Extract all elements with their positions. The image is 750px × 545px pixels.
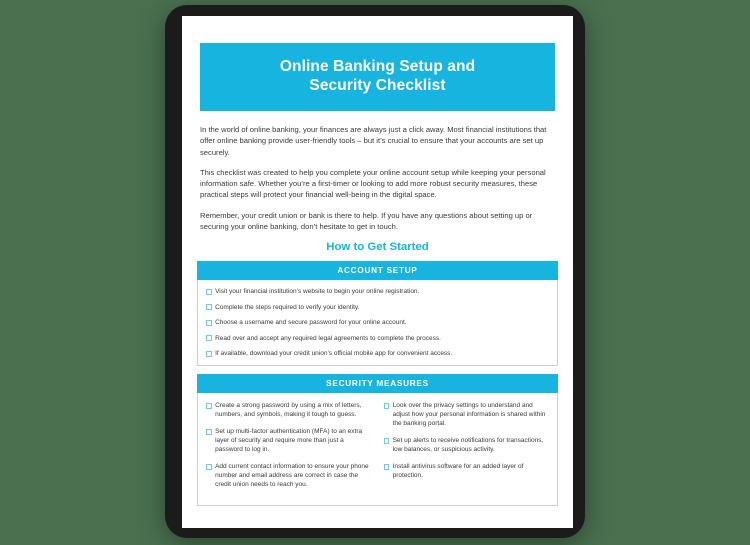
- checklist-item[interactable]: [384, 401, 550, 428]
- checkbox-icon[interactable]: [206, 304, 212, 310]
- checklist-item[interactable]: [206, 334, 549, 343]
- checklist-item[interactable]: [384, 462, 550, 480]
- checklist-item-label: Visit your financial institution’s website to begin your online registration.: [215, 288, 420, 296]
- checklist-item[interactable]: [206, 462, 372, 489]
- section-column: [384, 401, 550, 497]
- section-items: [197, 393, 558, 506]
- section-heading: SECURITY MEASURES: [197, 374, 558, 393]
- checklist-item-label: Add current contact information to ensure your phone number and email address are correct in case the credit union needs to reach you.: [215, 463, 369, 489]
- checklist-item[interactable]: [206, 427, 372, 454]
- checklist-item-label: Choose a username and secure password for your online account.: [215, 319, 407, 327]
- document-body: [200, 111, 555, 253]
- page-footer: [182, 509, 573, 528]
- checklist-item[interactable]: [206, 349, 549, 358]
- how-to-get-started-heading: How to Get Started: [326, 241, 429, 254]
- tablet-device-frame: [165, 5, 585, 538]
- checkbox-icon[interactable]: [206, 464, 212, 470]
- checklist-item[interactable]: [384, 436, 550, 454]
- checkbox-icon[interactable]: [384, 464, 390, 470]
- checkbox-icon[interactable]: [384, 403, 390, 409]
- checkbox-icon[interactable]: [206, 320, 212, 326]
- checklist-item-label: Set up alerts to receive notifications for transactions, low balances, or suspicious activity.: [392, 437, 544, 454]
- device-screen: [182, 16, 573, 528]
- section-column: [206, 401, 372, 497]
- checklist-section: [197, 374, 558, 506]
- checklist-item[interactable]: [206, 318, 549, 327]
- checklist-item-label: Create a strong password by using a mix of letters, numbers, and symbols, making it tough to guess.: [215, 402, 362, 419]
- checkbox-icon[interactable]: [206, 289, 212, 295]
- checklist-item-label: Install antivirus software for an added layer of protection.: [392, 463, 524, 480]
- intro-paragraph-3: Remember, your credit union or bank is there to help. If you have any questions about setting up or securing your online banking, don’t hesitate to get in touch.: [200, 210, 533, 232]
- checklist-item-label: Set up multi-factor authentication (MFA) to an extra layer of security and require more than just a password to log in.: [215, 428, 363, 454]
- checkbox-icon[interactable]: [206, 335, 212, 341]
- section-heading: ACCOUNT SETUP: [197, 261, 558, 280]
- checkbox-icon[interactable]: [206, 403, 212, 409]
- checklist-item[interactable]: [206, 401, 372, 419]
- document-title-line-1: Online Banking Setup and: [279, 58, 476, 75]
- intro-paragraph-1: In the world of online banking, your finances are always just a click away. Most financial institutions that offer online banking provide user-friendly tools – but it’s crucial to ensure that your accounts are set up securely.: [200, 125, 547, 157]
- document-title-line-2: Security Checklist: [309, 77, 446, 94]
- checklist-item[interactable]: [206, 303, 549, 312]
- checkbox-icon[interactable]: [206, 351, 212, 357]
- checklist-item-label: Look over the privacy settings to understand and adjust how your personal information is shared within the banking portal.: [392, 402, 546, 428]
- checklist-item-label: Complete the steps required to verify your identity.: [215, 303, 360, 311]
- checkbox-icon[interactable]: [206, 429, 212, 435]
- checklist-item[interactable]: [206, 287, 549, 296]
- section-column: [206, 287, 549, 358]
- checklist-document-page: [182, 43, 573, 528]
- checklist-item-label: Read over and accept any required legal agreements to complete the process.: [215, 334, 441, 342]
- document-title-banner: [200, 43, 555, 111]
- checklist-sections: [182, 261, 573, 506]
- section-items: [197, 280, 558, 366]
- checklist-item-label: If available, download your credit union’s official mobile app for convenient access.: [215, 350, 453, 358]
- intro-paragraph-2: This checklist was created to help you complete your online account setup while keeping your personal information safe. Whether you’re a first-timer or looking to add more robust security measures, these practical steps will protect your financial well-being in the digital space.: [200, 167, 546, 200]
- checkbox-icon[interactable]: [384, 438, 390, 444]
- checklist-section: [197, 261, 558, 366]
